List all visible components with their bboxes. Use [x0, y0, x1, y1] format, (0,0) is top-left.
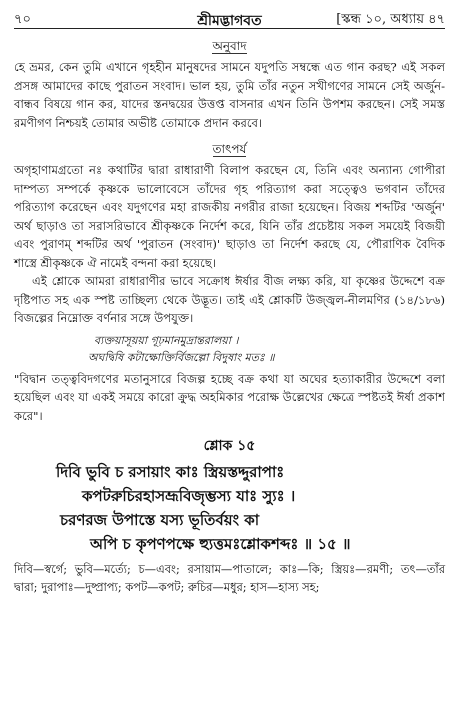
book-title: শ্রীমদ্ভাগবত	[197, 13, 262, 29]
quoted-verse-line-2: অঘদ্বিষি কটাক্ষোক্তির্বিজল্পো বিদুষাং মতঃ ॥	[88, 350, 275, 364]
translation-heading-text: অনুবাদ	[212, 39, 247, 53]
purport-paragraph-1: অগৃহাণামগ্রতো নঃ কথাটির দ্বারা রাধারাণী বিলাপ করছেন যে, তিনি এবং অন্যান্য গোপীরা দাম্পত্য সম্পর্কে কৃষ্ণকে ভালোবেসে তাঁদের গৃহ পরিত্যাগ করা সত্ত্বেও ভগবান তাঁদের পরিত্যাগ করেছেন এবং যদুগণের মহা রাজকীয় নগরীর রাজা হয়েছেন। বিজয় শব্দটির 'অর্জুন' অর্থ ছাড়াও তা সরাসরিভাবে শ্রীকৃষ্ণকে নির্দেশ করে, যিনি তাঁর প্রচেষ্টায় সকল সময়েই বিজয়ী এবং পুরাণম্ শব্দটির অর্থ 'পুরাতন (সংবাদ)' ছাড়াও তা নির্দেশ করছে যে, পৌরাণিক বৈদিক শাস্ত্রে শ্রীকৃষ্ণকে ঐ নামেই বন্দনা করা হয়েছে।	[14, 163, 445, 270]
translation-text: হে ভ্রমর, কেন তুমি এখানে গৃহহীন মানুষদের সামনে যদুপতি সম্বন্ধে এত গান করছ? এই সকল প্রসঙ্গ আমাদের কাছে পুরাতন সংবাদ। ভাল হয়, তুমি তাঁর নতুন সখীগণের সামনে সেই অর্জুন-বান্ধব বিষয়ে গান কর, যাদের স্তনদ্বয়ের উত্তপ্ত বাসনার এখন তিনি উপশম করছেন। সেই সমস্ত রমণীগণ নিশ্চয়ই তোমার অভীষ্ট তোমাকে প্রদান করবে।	[14, 60, 445, 130]
sloka-verse	[14, 460, 445, 556]
purport-paragraph-2: এই শ্লোকে আমরা রাধারাণীর ভাবে সক্রোধ ঈর্ষার বীজ লক্ষ্য করি, যা কৃষ্ণের উদ্দেশে বক্র দৃষ্টিপাত সহ এক স্পষ্ট তাচ্ছিল্য থেকে উদ্ভূত। তাই এই শ্লোকটি উজ্জ্বল-নীলমণির (১৪/১৮৬) বিজল্পের নিম্নোক্ত বর্ণনার সঙ্গে উপযুক্ত।	[14, 274, 445, 325]
purport-paragraph-3: "বিদ্বান তত্ত্ববিদগণের মতানুসারে বিজল্প হচ্ছে বক্র কথা যা অঘের হত্যাকারীর উদ্দেশে বলা হয়েছিল এবং যা একই সময়ে কারো ক্রুদ্ধ অহমিকার পরোক্ষ উল্লেখের ক্ষেত্রে স্পষ্টতই ঈর্ষা প্রকাশ করে"।	[14, 371, 445, 423]
sloka-line-1: দিবি ভুবি চ রসায়াং কাঃ স্ত্রিয়স্তদ্দুরাপাঃ	[56, 463, 285, 481]
sloka-title: শ্লোক ১৫	[203, 438, 256, 454]
purport-heading-text: তাৎপর্য	[212, 142, 247, 156]
synonyms-text: দিবি—স্বর্গে; ভুবি—মর্ত্যে; চ—এবং; রসায়াম—পাতালে; কাঃ—কি; স্ত্রিয়ঃ—রমণী; তৎ—তাঁর দ্বারা; দুরাপাঃ—দুষ্প্রাপ্য; কপট—কপট; রুচির—মধুর; হাস—হাস্য সহ;	[14, 562, 445, 594]
purport-heading	[14, 142, 445, 157]
sloka-line-3: চরণরজ উপাস্তে যস্য ভূতির্বয়ং কা	[60, 511, 260, 529]
sloka-line-2: কপটরুচিরহাসভ্রূবিজৃম্ভস্য যাঃ স্যুঃ ।	[82, 487, 296, 505]
sloka-line-4: অপি চ কৃপণপক্ষে হ্যুত্তমঃশ্লোকশব্দঃ ॥ ১৫ ॥	[90, 535, 351, 553]
quoted-verse-line-1: ব্যক্তয়াসূয়য়া গূঢ়মানমুদ্রান্তরালয়া ।	[94, 333, 239, 347]
translation-heading	[14, 39, 445, 54]
section-label: [স্কন্ধ ১০, অধ্যায় ৪৭	[336, 12, 445, 27]
page-number: ৭০	[14, 12, 31, 27]
quoted-verse	[14, 332, 445, 366]
page-header	[14, 6, 445, 29]
